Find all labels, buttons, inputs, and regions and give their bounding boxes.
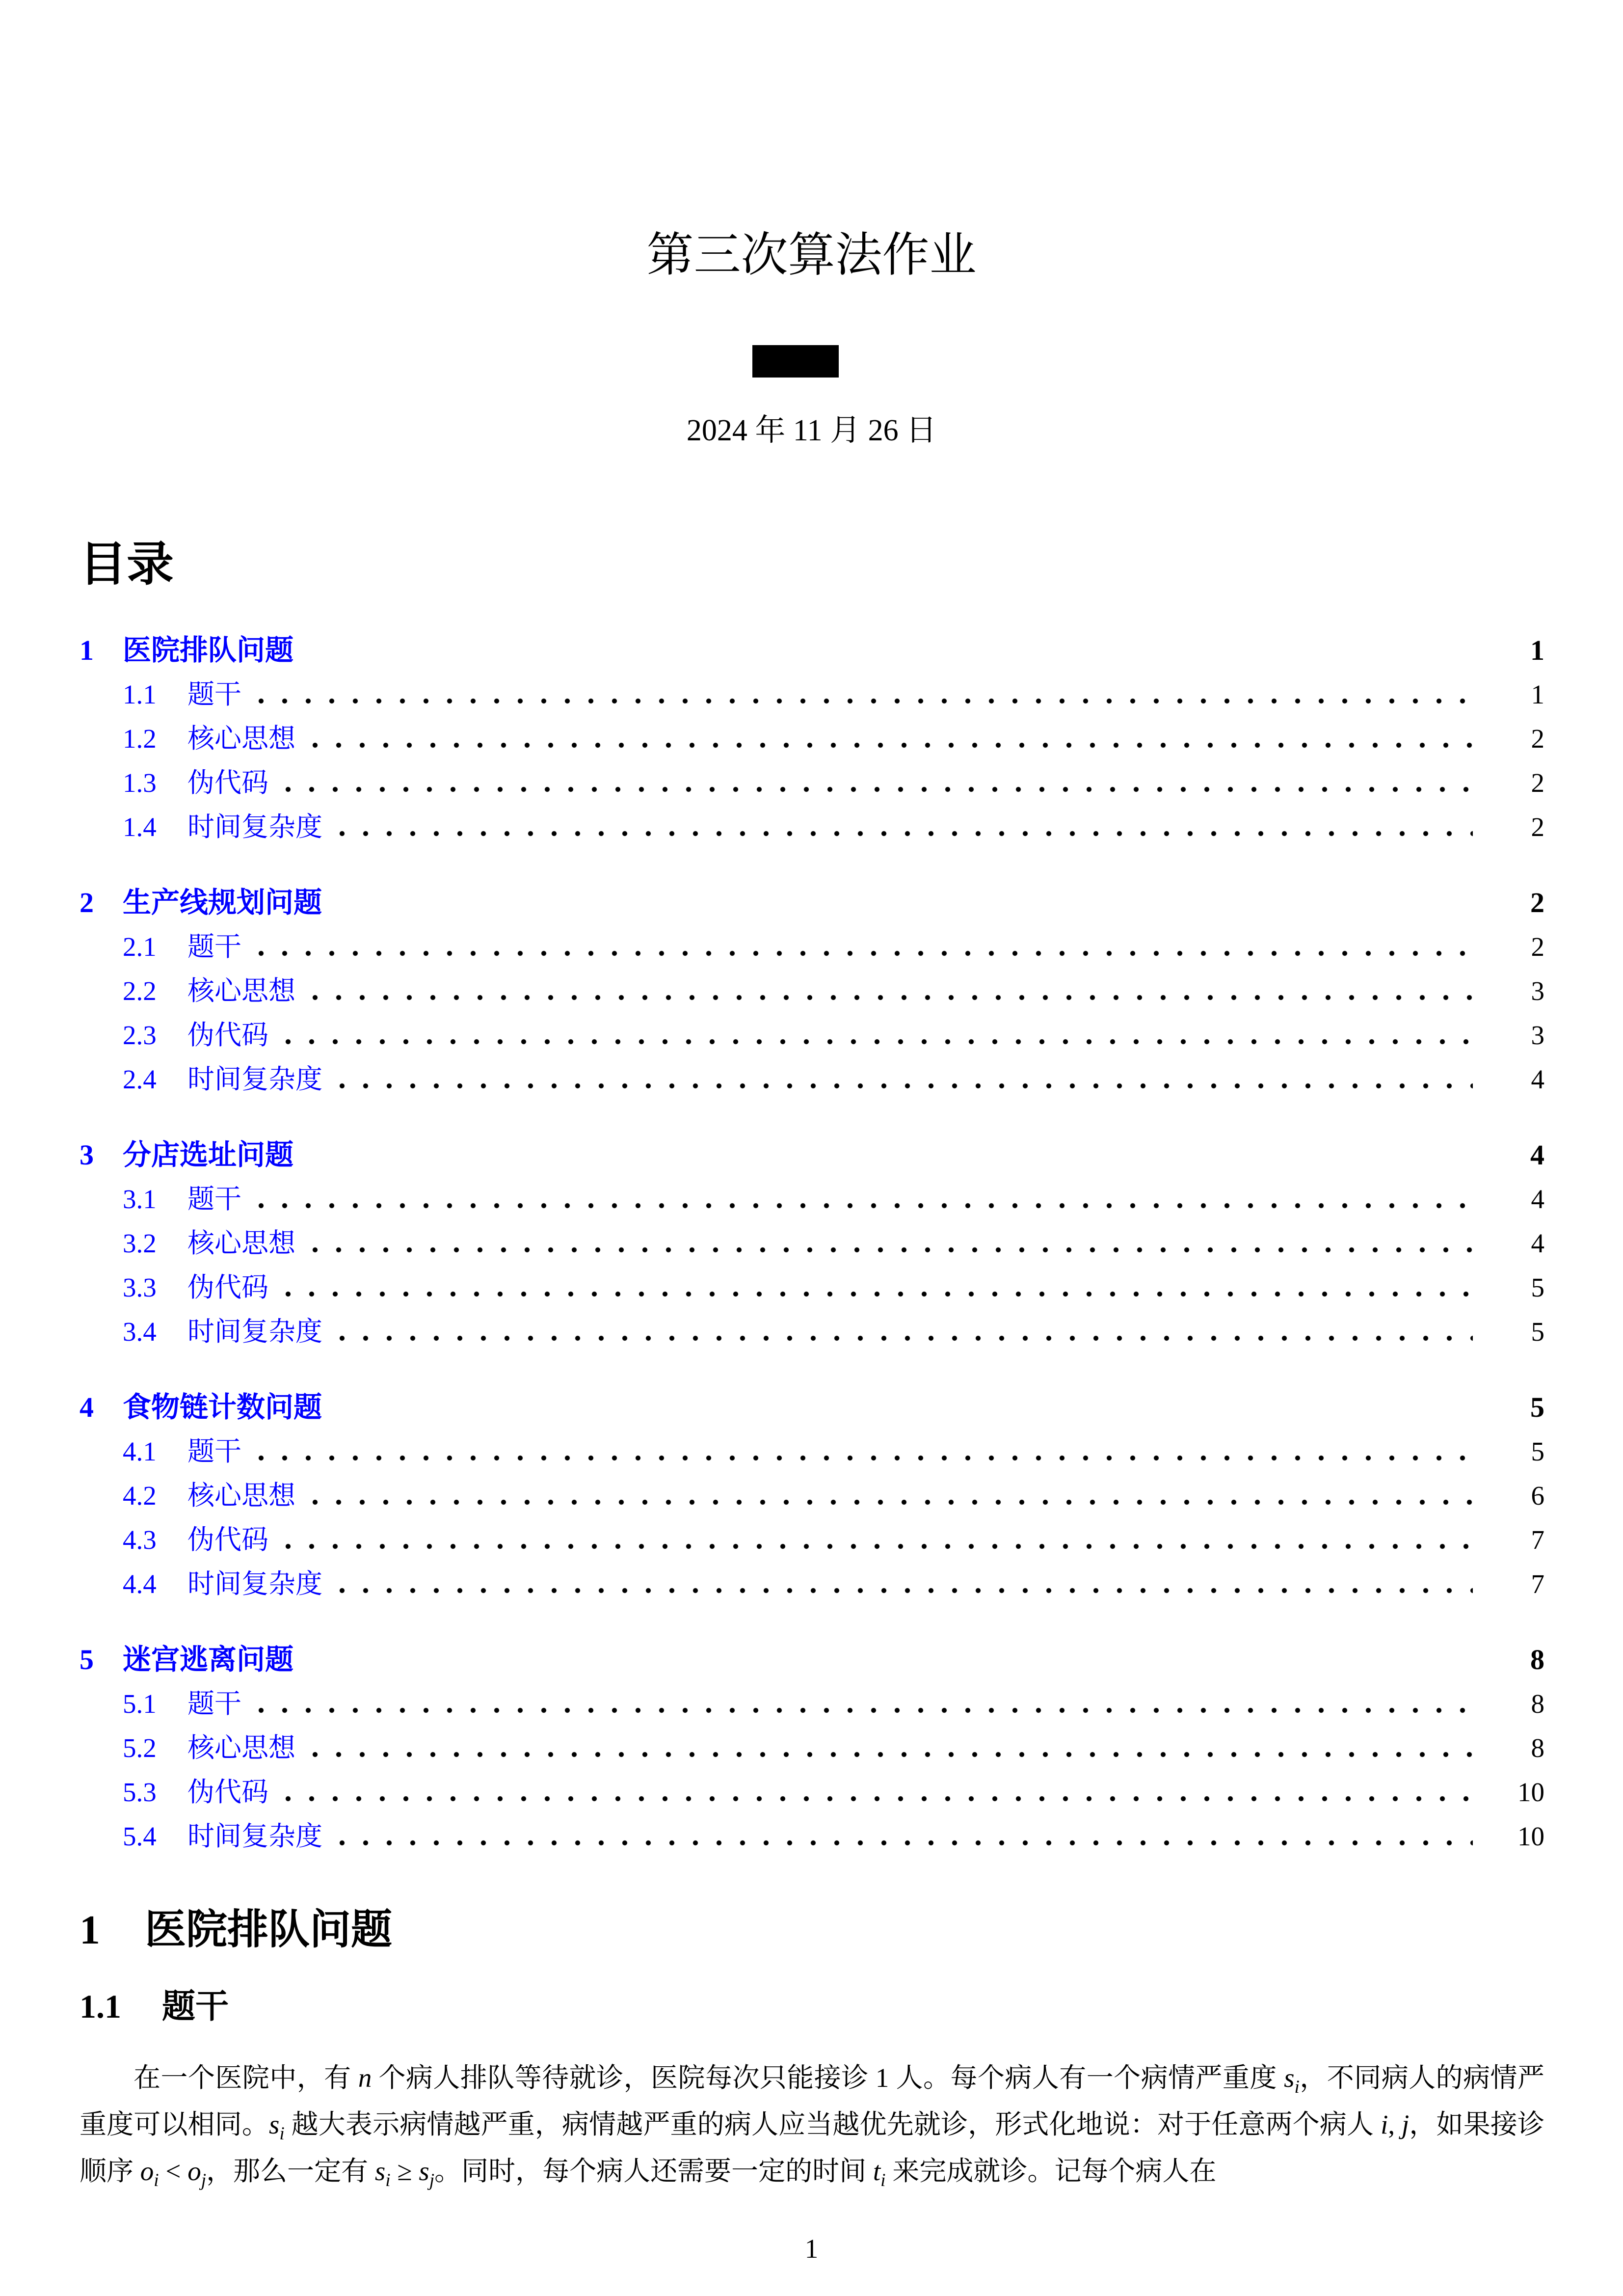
toc-subsection-link[interactable] [80,805,1544,849]
toc-entry-page: 4 [1531,1064,1544,1094]
toc-dot-leader [285,1543,1473,1549]
toc-subsection-link[interactable] [80,1562,1544,1606]
toc-entry-title: 核心思想 [187,1481,296,1511]
toc-dot-leader [258,1455,1473,1461]
toc-dot-leader [312,1499,1473,1505]
toc-entry-title: 时间复杂度 [187,812,323,842]
toc-subsection-link[interactable] [80,969,1544,1013]
toc-entry-number: 5.3 [123,1777,157,1807]
toc-entry-title: 题干 [187,1184,242,1214]
toc-entry-page: 2 [1531,724,1544,754]
toc-entry-title: 伪代码 [187,768,269,798]
subsection-number: 1.1 [80,1988,121,2025]
toc-dot-leader [285,786,1473,792]
toc-entry-number: 3.3 [123,1272,157,1302]
toc-entry-title: 时间复杂度 [187,1569,323,1599]
toc-entry-page: 10 [1517,1777,1544,1807]
toc-subsection-link[interactable] [80,1814,1544,1859]
document-title: 第三次算法作业 [646,229,977,281]
author-redaction-box [752,345,839,378]
toc-entry-number: 4.4 [123,1569,157,1599]
toc-entry-page: 10 [1517,1821,1544,1851]
subsection-heading [80,1988,229,2025]
toc-entry-title: 题干 [187,1689,242,1719]
toc-entry-title: 伪代码 [187,1525,269,1555]
toc-entry-title: 核心思想 [187,976,296,1006]
toc-entry-title: 题干 [187,932,242,962]
toc-entry-page: 8 [1531,1733,1544,1763]
toc-entry-number: 1.2 [123,724,157,754]
toc-entry-page: 8 [1531,1689,1544,1719]
toc-dot-leader [312,995,1473,1000]
toc-entry-title: 核心思想 [187,724,296,754]
toc-subsection-link[interactable] [80,1518,1544,1562]
toc-entry-page: 5 [1531,1317,1544,1347]
toc-subsection-link[interactable] [80,761,1544,805]
toc-entry-number: 5.4 [123,1821,157,1851]
toc-dot-leader [312,1247,1473,1253]
toc-entry-page: 2 [1531,812,1544,842]
toc-entry-number: 5.1 [123,1689,157,1719]
toc-entry-title: 时间复杂度 [187,1821,323,1851]
inline-math: $s_j$ [419,2156,435,2190]
toc-subsection-link[interactable] [80,1266,1544,1310]
inline-math: $o_i$ [140,2156,159,2190]
toc-entry-page: 2 [1531,768,1544,798]
toc-entry-number: 3.4 [123,1317,157,1347]
inline-math: $o_j$ [187,2156,207,2190]
toc-entry-number: 3.2 [123,1228,157,1258]
toc-section-link[interactable] [80,881,1544,925]
toc-entry-page: 8 [1530,1644,1544,1675]
toc-dot-leader [258,698,1473,704]
toc-dot-leader [285,1796,1473,1802]
toc-entry-title: 核心思想 [187,1228,296,1258]
toc-entry-number: 4.3 [123,1525,157,1555]
toc-entry-title: 伪代码 [187,1020,269,1050]
toc-dot-leader [339,1083,1473,1089]
toc-dot-leader [258,1203,1473,1209]
toc-dot-leader [339,1840,1473,1846]
toc-entry-number: 4 [80,1391,94,1423]
toc-entry-number: 2.4 [123,1064,157,1094]
toc-entry-title: 伪代码 [187,1777,269,1807]
document-date: 2024 年 11 月 26 日 [686,414,937,447]
inline-math: $t_i$ [873,2156,886,2190]
toc-dot-leader [339,831,1473,837]
toc-entry-page: 4 [1531,1228,1544,1258]
toc-subsection-link[interactable] [80,1057,1544,1102]
toc-subsection-link[interactable] [80,1177,1544,1221]
toc-entry-page: 1 [1531,679,1544,709]
toc-entry-title: 时间复杂度 [187,1317,323,1347]
subsection-title: 题干 [162,1988,229,2025]
toc-section-link[interactable] [80,628,1544,673]
toc-entry-page: 7 [1531,1569,1544,1599]
toc-subsection-link[interactable] [80,1310,1544,1354]
toc-heading: 目录 [80,538,174,591]
toc-entry-number: 2.1 [123,932,157,962]
toc-entry-title: 生产线规划问题 [123,887,322,918]
table-of-contents [80,539,1544,1859]
toc-entry-number: 5 [80,1644,94,1675]
section-heading [80,1908,392,1953]
toc-entry-number: 2.3 [123,1020,157,1050]
toc-entry-page: 2 [1531,932,1544,962]
toc-entry-title: 核心思想 [187,1733,296,1763]
toc-dot-leader [339,1335,1473,1341]
problem-statement-paragraph: 在一个医院中，有 n 个病人排队等待就诊，医院每次只能接诊 1 人。每个病人有一个病情严重度 $s_i$，不同病人的病情严重度可以相同。$s_i$ 越大表示病情越严重，病情越严重的病人应当越优先就诊，形式化地说：对于任意两个病人 i, j，如果接诊顺序 $o_i < o_j$，那么一定有 $s_i \ge s_j$。同时，每个病人还需要一定的时间 $t_i$ 来完成就诊。记每个病人在 [80,2063,1544,2190]
toc-dot-leader [285,1039,1473,1045]
inline-math: n [358,2063,372,2093]
inline-math: ≥ [390,2156,419,2186]
toc-section-link[interactable] [80,1133,1544,1177]
toc-entry-page: 3 [1531,1020,1544,1050]
toc-entry-number: 1 [80,634,94,666]
toc-subsection-link[interactable] [80,1682,1544,1726]
toc-entry-title: 医院排队问题 [123,634,294,666]
toc-entry-page: 4 [1531,1184,1544,1214]
toc-entry-number: 5.2 [123,1733,157,1763]
toc-entry-title: 分店选址问题 [123,1139,294,1171]
toc-dot-leader [285,1291,1473,1297]
inline-math: $s_i$ [268,2109,285,2144]
inline-math: $s_i$ [374,2156,391,2190]
toc-subsection-link[interactable] [80,925,1544,969]
toc-entry-page: 1 [1530,634,1544,666]
toc-subsection-link[interactable] [80,717,1544,761]
toc-entry-number: 2 [80,887,94,918]
toc-entry-number: 4.1 [123,1436,157,1466]
toc-entry-title: 题干 [187,1436,242,1466]
toc-entries [80,628,1544,1859]
toc-entry-number: 1.3 [123,768,157,798]
toc-section-link[interactable] [80,1638,1544,1682]
toc-entry-number: 3.1 [123,1184,157,1214]
toc-entry-page: 7 [1531,1525,1544,1555]
toc-entry-page: 3 [1531,976,1544,1006]
inline-math: < [159,2156,188,2186]
toc-subsection-link[interactable] [80,1726,1544,1770]
toc-subsection-link[interactable] [80,673,1544,717]
toc-subsection-link[interactable] [80,1013,1544,1057]
toc-dot-leader [258,1707,1473,1713]
toc-subsection-link[interactable] [80,1430,1544,1474]
toc-entry-page: 5 [1530,1391,1544,1423]
toc-dot-leader [258,950,1473,956]
toc-dot-leader [312,742,1473,748]
toc-entry-number: 1.1 [123,679,157,709]
toc-entry-title: 食物链计数问题 [123,1391,322,1423]
toc-dot-leader [339,1588,1473,1594]
toc-entry-title: 题干 [187,679,242,709]
inline-math: $s_i$ [1284,2063,1300,2097]
page-number: 1 [804,2234,819,2264]
section-number: 1 [80,1907,100,1953]
toc-section-link[interactable] [80,1385,1544,1430]
toc-entry-page: 2 [1530,887,1544,918]
toc-entry-number: 1.4 [123,812,157,842]
toc-subsection-link[interactable] [80,1474,1544,1518]
inline-math: j [1402,2109,1410,2139]
toc-entry-page: 4 [1530,1139,1544,1171]
toc-subsection-link[interactable] [80,1770,1544,1814]
toc-entry-number: 2.2 [123,976,157,1006]
inline-math: , [1388,2109,1402,2139]
toc-dot-leader [312,1752,1473,1757]
toc-entry-title: 伪代码 [187,1272,269,1302]
toc-entry-number: 4.2 [123,1481,157,1511]
toc-entry-page: 5 [1531,1272,1544,1302]
toc-subsection-link[interactable] [80,1221,1544,1266]
toc-entry-number: 3 [80,1139,94,1171]
inline-math: i [1381,2109,1388,2139]
toc-entry-title: 时间复杂度 [187,1064,323,1094]
section-title: 医院排队问题 [145,1907,393,1953]
toc-entry-page: 5 [1531,1436,1544,1466]
toc-entry-title: 迷宫逃离问题 [123,1644,294,1675]
toc-entry-page: 6 [1531,1481,1544,1511]
